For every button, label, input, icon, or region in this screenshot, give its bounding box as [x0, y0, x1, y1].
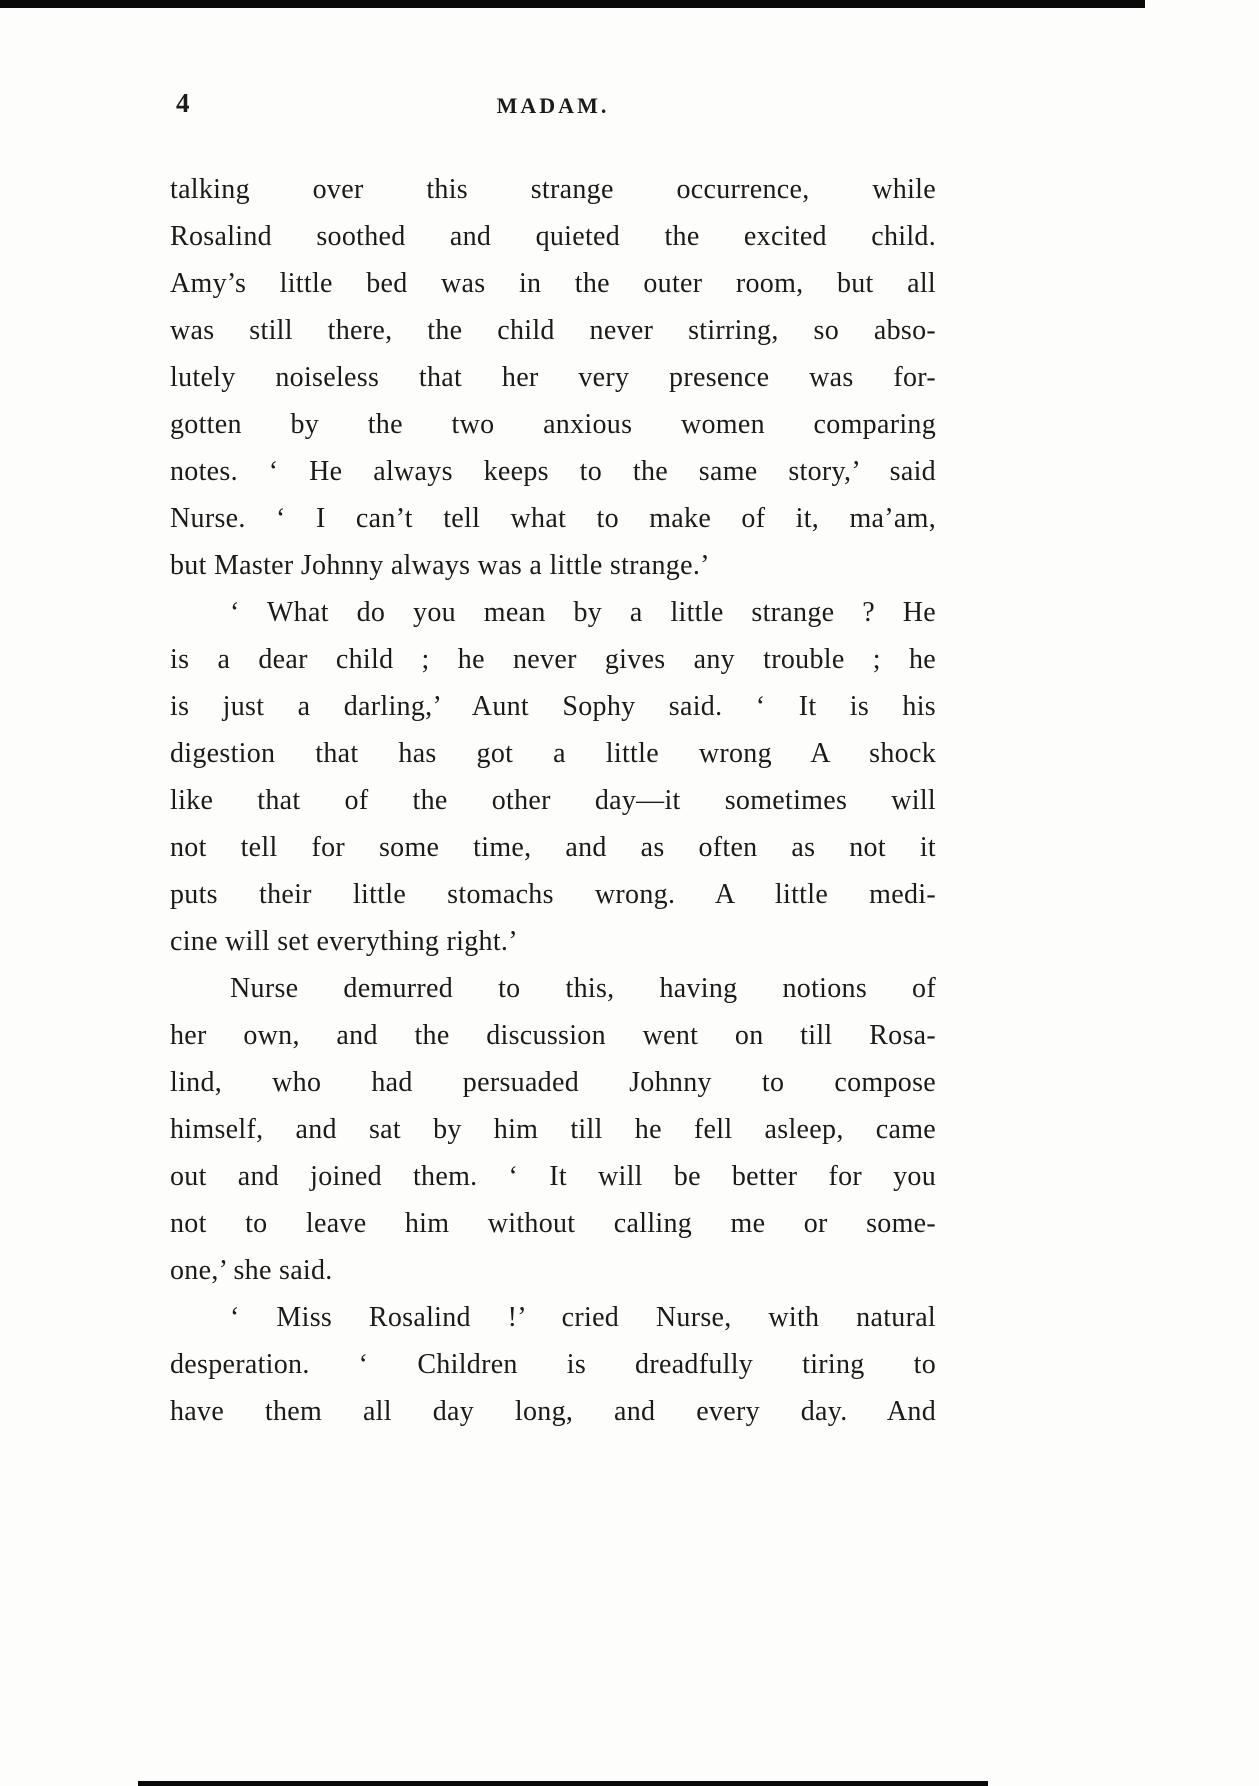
- text-line: Nurse demurred to this, having notions of: [230, 973, 936, 1004]
- text-line: desperation. ‘ Children is dreadfully tiring to: [170, 1349, 936, 1380]
- scan-artifact-top-edge: [0, 0, 1145, 8]
- text-line: was still there, the child never stirring, so abso-: [170, 315, 936, 346]
- text-line: talking over this strange occurrence, while: [170, 174, 936, 205]
- text-line: not to leave him without calling me or some-: [170, 1208, 936, 1239]
- paragraph: [170, 1294, 936, 1435]
- text-line: notes. ‘ He always keeps to the same story,’ said: [170, 456, 936, 487]
- paragraph: [170, 589, 936, 965]
- text-line: like that of the other day—it sometimes will: [170, 785, 936, 816]
- text-line: have them all day long, and every day. And: [170, 1396, 936, 1427]
- text-line: Nurse. ‘ I can’t tell what to make of it, ma’am,: [170, 503, 936, 534]
- text-line: Amy’s little bed was in the outer room, but all: [170, 268, 936, 299]
- paragraph: [170, 965, 936, 1294]
- text-line: lind, who had persuaded Johnny to compose: [170, 1067, 936, 1098]
- text-line: gotten by the two anxious women comparing: [170, 409, 936, 440]
- page-body: [170, 166, 936, 1435]
- text-line: cine will set everything right.’: [170, 926, 518, 957]
- text-line: ‘ Miss Rosalind !’ cried Nurse, with natural: [230, 1302, 936, 1333]
- text-line: is a dear child ; he never gives any trouble ; he: [170, 644, 936, 675]
- text-line: puts their little stomachs wrong. A little medi-: [170, 879, 936, 910]
- text-line: himself, and sat by him till he fell asleep, came: [170, 1114, 936, 1145]
- text-line: digestion that has got a little wrong A shock: [170, 738, 936, 769]
- text-line: Rosalind soothed and quieted the excited child.: [170, 221, 936, 252]
- text-line: lutely noiseless that her very presence was for-: [170, 362, 936, 393]
- running-title: MADAM.: [496, 93, 610, 118]
- book-page: [170, 88, 936, 1435]
- text-line: one,’ she said.: [170, 1255, 333, 1286]
- text-line: is just a darling,’ Aunt Sophy said. ‘ It is his: [170, 691, 936, 722]
- scan-artifact-bottom-edge: [138, 1781, 988, 1786]
- paragraph: [170, 166, 936, 589]
- text-line: her own, and the discussion went on till Rosa-: [170, 1020, 936, 1051]
- text-line: but Master Johnny always was a little strange.’: [170, 550, 710, 581]
- page-number: 4: [176, 88, 191, 118]
- text-line: out and joined them. ‘ It will be better for you: [170, 1161, 936, 1192]
- text-line: ‘ What do you mean by a little strange ? He: [230, 597, 936, 628]
- text-line: not tell for some time, and as often as not it: [170, 832, 936, 863]
- running-head: [170, 88, 936, 128]
